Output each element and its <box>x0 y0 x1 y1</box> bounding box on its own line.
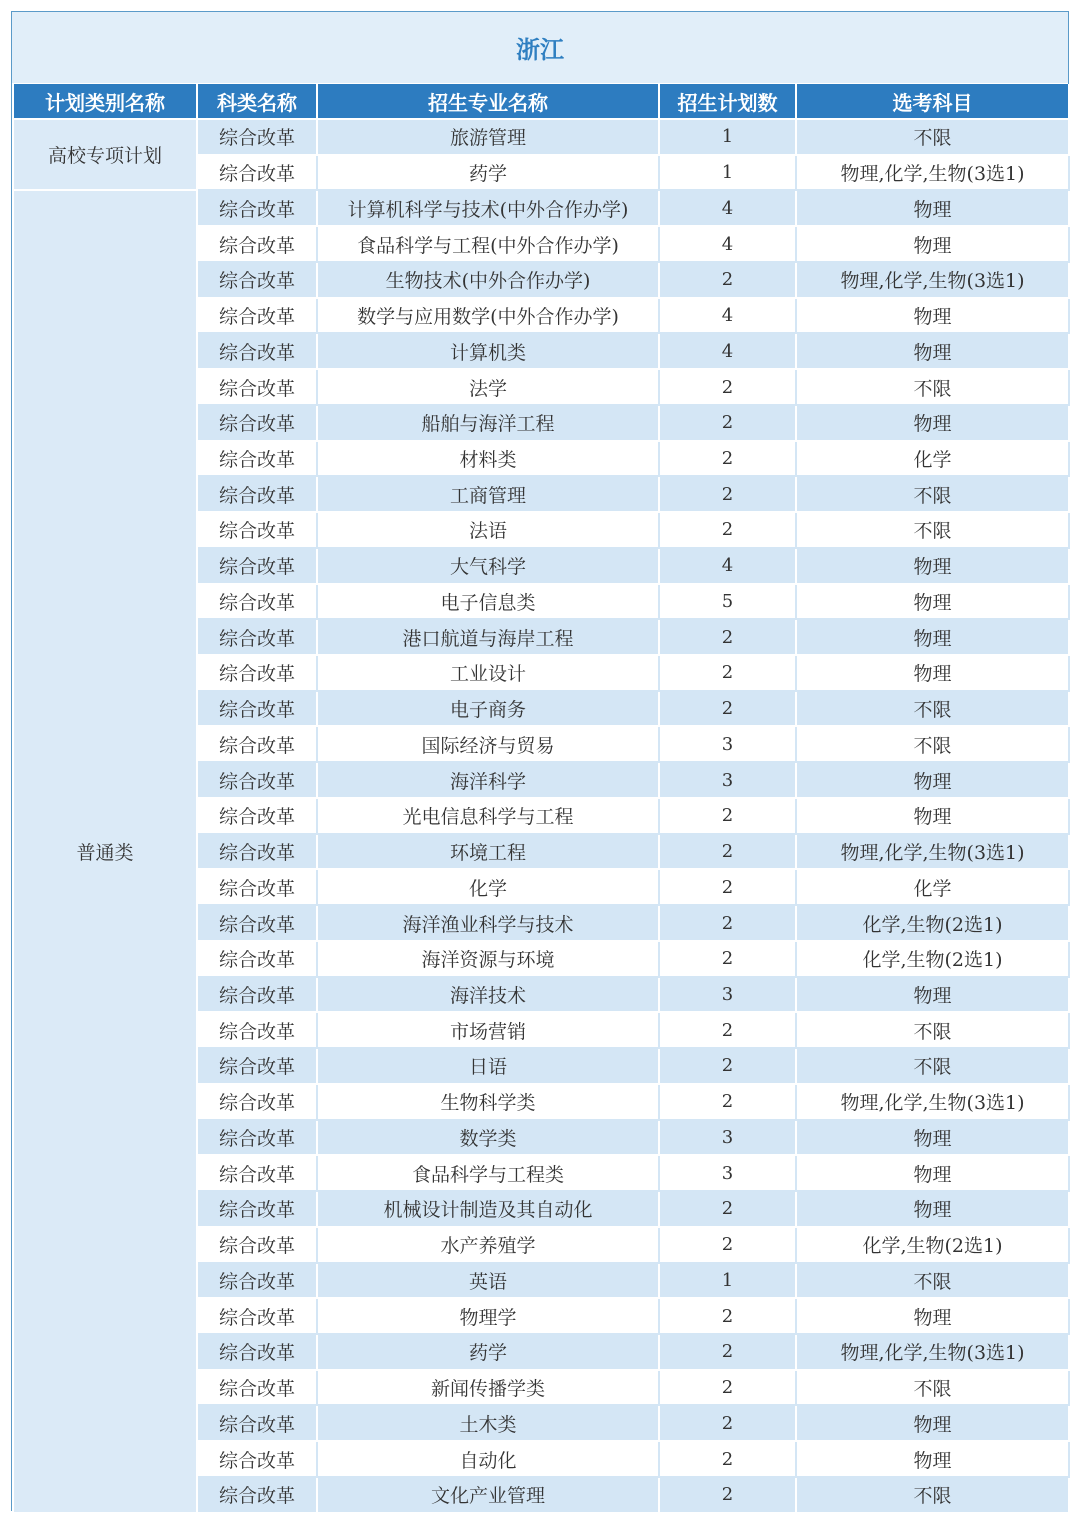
plan-count-cell: 2 <box>659 1048 796 1084</box>
major-name-cell: 市场营销 <box>317 1012 659 1048</box>
plan-count-cell: 2 <box>659 1012 796 1048</box>
required-subjects-cell: 物理 <box>796 1298 1069 1334</box>
major-name-cell: 日语 <box>317 1048 659 1084</box>
subject-type-cell: 综合改革 <box>197 1012 317 1048</box>
subject-type-cell: 综合改革 <box>197 1405 317 1441</box>
subject-type-cell: 综合改革 <box>197 798 317 834</box>
required-subjects-cell: 物理 <box>796 298 1069 334</box>
major-name-cell: 数学类 <box>317 1120 659 1156</box>
plan-count-cell: 4 <box>659 298 796 334</box>
required-subjects-cell: 物理 <box>796 977 1069 1013</box>
required-subjects-cell: 物理 <box>796 619 1069 655</box>
required-subjects-cell: 物理 <box>796 1120 1069 1156</box>
major-name-cell: 电子信息类 <box>317 584 659 620</box>
major-name-cell: 食品科学与工程(中外合作办学) <box>317 226 659 262</box>
required-subjects-cell: 物理 <box>796 1441 1069 1477</box>
major-name-cell: 工业设计 <box>317 655 659 691</box>
major-name-cell: 机械设计制造及其自动化 <box>317 1191 659 1227</box>
plan-count-cell: 2 <box>659 941 796 977</box>
subject-type-cell: 综合改革 <box>197 1477 317 1513</box>
subject-type-cell: 综合改革 <box>197 548 317 584</box>
table-row <box>13 190 1069 226</box>
subject-type-cell: 综合改革 <box>197 834 317 870</box>
major-name-cell: 计算机科学与技术(中外合作办学) <box>317 190 659 226</box>
subject-type-cell: 综合改革 <box>197 584 317 620</box>
plan-count-cell: 2 <box>659 1084 796 1120</box>
required-subjects-cell: 不限 <box>796 119 1069 155</box>
subject-type-cell: 综合改革 <box>197 1048 317 1084</box>
subject-type-cell: 综合改革 <box>197 869 317 905</box>
plan-count-cell: 4 <box>659 333 796 369</box>
major-name-cell: 自动化 <box>317 1441 659 1477</box>
subject-type-cell: 综合改革 <box>197 1120 317 1156</box>
required-subjects-cell: 物理,化学,生物(3选1) <box>796 262 1069 298</box>
enrollment-plan-table <box>12 84 1070 1514</box>
subject-type-cell: 综合改革 <box>197 476 317 512</box>
required-subjects-cell: 物理,化学,生物(3选1) <box>796 155 1069 191</box>
required-subjects-cell: 物理 <box>796 655 1069 691</box>
plan-category-cell: 普通类 <box>13 190 197 1512</box>
subject-type-cell: 综合改革 <box>197 1370 317 1406</box>
required-subjects-cell: 物理 <box>796 226 1069 262</box>
plan-count-cell: 2 <box>659 1227 796 1263</box>
plan-count-cell: 2 <box>659 262 796 298</box>
required-subjects-cell: 不限 <box>796 726 1069 762</box>
major-name-cell: 数学与应用数学(中外合作办学) <box>317 298 659 334</box>
plan-count-cell: 2 <box>659 405 796 441</box>
required-subjects-cell: 物理 <box>796 405 1069 441</box>
subject-type-cell: 综合改革 <box>197 190 317 226</box>
subject-type-cell: 综合改革 <box>197 512 317 548</box>
plan-count-cell: 4 <box>659 190 796 226</box>
plan-count-cell: 4 <box>659 548 796 584</box>
required-subjects-cell: 物理 <box>796 584 1069 620</box>
subject-type-cell: 综合改革 <box>197 405 317 441</box>
required-subjects-cell: 化学 <box>796 441 1069 477</box>
plan-count-cell: 1 <box>659 119 796 155</box>
subject-type-cell: 综合改革 <box>197 1227 317 1263</box>
subject-type-cell: 综合改革 <box>197 333 317 369</box>
major-name-cell: 生物技术(中外合作办学) <box>317 262 659 298</box>
major-name-cell: 物理学 <box>317 1298 659 1334</box>
required-subjects-cell: 化学,生物(2选1) <box>796 1227 1069 1263</box>
major-name-cell: 海洋科学 <box>317 762 659 798</box>
subject-type-cell: 综合改革 <box>197 1263 317 1299</box>
required-subjects-cell: 不限 <box>796 512 1069 548</box>
header-plan-category: 计划类别名称 <box>13 84 197 119</box>
plan-count-cell: 2 <box>659 691 796 727</box>
subject-type-cell: 综合改革 <box>197 941 317 977</box>
subject-type-cell: 综合改革 <box>197 655 317 691</box>
subject-type-cell: 综合改革 <box>197 691 317 727</box>
plan-count-cell: 2 <box>659 869 796 905</box>
required-subjects-cell: 物理 <box>796 1191 1069 1227</box>
major-name-cell: 文化产业管理 <box>317 1477 659 1513</box>
plan-count-cell: 1 <box>659 155 796 191</box>
required-subjects-cell: 物理 <box>796 190 1069 226</box>
major-name-cell: 船舶与海洋工程 <box>317 405 659 441</box>
plan-count-cell: 2 <box>659 905 796 941</box>
major-name-cell: 生物科学类 <box>317 1084 659 1120</box>
required-subjects-cell: 物理 <box>796 762 1069 798</box>
plan-count-cell: 2 <box>659 1334 796 1370</box>
required-subjects-cell: 物理 <box>796 798 1069 834</box>
subject-type-cell: 综合改革 <box>197 1334 317 1370</box>
major-name-cell: 英语 <box>317 1263 659 1299</box>
plan-count-cell: 2 <box>659 655 796 691</box>
major-name-cell: 新闻传播学类 <box>317 1370 659 1406</box>
major-name-cell: 药学 <box>317 155 659 191</box>
plan-count-cell: 5 <box>659 584 796 620</box>
major-name-cell: 材料类 <box>317 441 659 477</box>
subject-type-cell: 综合改革 <box>197 298 317 334</box>
subject-type-cell: 综合改革 <box>197 1084 317 1120</box>
plan-count-cell: 2 <box>659 1298 796 1334</box>
subject-type-cell: 综合改革 <box>197 1441 317 1477</box>
subject-type-cell: 综合改革 <box>197 119 317 155</box>
header-major-name: 招生专业名称 <box>317 84 659 119</box>
plan-count-cell: 3 <box>659 977 796 1013</box>
province-title <box>12 12 1068 83</box>
subject-type-cell: 综合改革 <box>197 1191 317 1227</box>
plan-count-cell: 2 <box>659 512 796 548</box>
required-subjects-cell: 不限 <box>796 1477 1069 1513</box>
major-name-cell: 工商管理 <box>317 476 659 512</box>
major-name-cell: 计算机类 <box>317 333 659 369</box>
required-subjects-cell: 不限 <box>796 1370 1069 1406</box>
major-name-cell: 法语 <box>317 512 659 548</box>
major-name-cell: 海洋资源与环境 <box>317 941 659 977</box>
plan-category-cell: 高校专项计划 <box>13 119 197 190</box>
major-name-cell: 海洋渔业科学与技术 <box>317 905 659 941</box>
subject-type-cell: 综合改革 <box>197 226 317 262</box>
required-subjects-cell: 化学,生物(2选1) <box>796 905 1069 941</box>
required-subjects-cell: 化学,生物(2选1) <box>796 941 1069 977</box>
required-subjects-cell: 不限 <box>796 369 1069 405</box>
plan-count-cell: 2 <box>659 1370 796 1406</box>
major-name-cell: 大气科学 <box>317 548 659 584</box>
required-subjects-cell: 物理 <box>796 1405 1069 1441</box>
plan-count-cell: 3 <box>659 762 796 798</box>
plan-count-cell: 2 <box>659 834 796 870</box>
major-name-cell: 食品科学与工程类 <box>317 1155 659 1191</box>
subject-type-cell: 综合改革 <box>197 369 317 405</box>
required-subjects-cell: 不限 <box>796 1012 1069 1048</box>
table-header-row <box>13 84 1069 119</box>
plan-count-cell: 2 <box>659 1191 796 1227</box>
required-subjects-cell: 不限 <box>796 1263 1069 1299</box>
plan-count-cell: 1 <box>659 1263 796 1299</box>
plan-count-cell: 3 <box>659 1120 796 1156</box>
major-name-cell: 光电信息科学与工程 <box>317 798 659 834</box>
plan-count-cell: 2 <box>659 1477 796 1513</box>
plan-count-cell: 4 <box>659 226 796 262</box>
major-name-cell: 海洋技术 <box>317 977 659 1013</box>
plan-count-cell: 2 <box>659 1405 796 1441</box>
major-name-cell: 电子商务 <box>317 691 659 727</box>
subject-type-cell: 综合改革 <box>197 1155 317 1191</box>
required-subjects-cell: 不限 <box>796 476 1069 512</box>
major-name-cell: 水产养殖学 <box>317 1227 659 1263</box>
subject-type-cell: 综合改革 <box>197 905 317 941</box>
subject-type-cell: 综合改革 <box>197 726 317 762</box>
major-name-cell: 土木类 <box>317 1405 659 1441</box>
subject-type-cell: 综合改革 <box>197 619 317 655</box>
header-plan-count: 招生计划数 <box>659 84 796 119</box>
major-name-cell: 法学 <box>317 369 659 405</box>
table-row <box>13 119 1069 155</box>
subject-type-cell: 综合改革 <box>197 155 317 191</box>
major-name-cell: 化学 <box>317 869 659 905</box>
province-title-text: 浙江 <box>516 35 564 64</box>
plan-count-cell: 2 <box>659 476 796 512</box>
header-subject-type: 科类名称 <box>197 84 317 119</box>
plan-count-cell: 3 <box>659 726 796 762</box>
plan-count-cell: 3 <box>659 1155 796 1191</box>
major-name-cell: 药学 <box>317 1334 659 1370</box>
plan-count-cell: 2 <box>659 798 796 834</box>
subject-type-cell: 综合改革 <box>197 262 317 298</box>
major-name-cell: 国际经济与贸易 <box>317 726 659 762</box>
required-subjects-cell: 物理,化学,生物(3选1) <box>796 1334 1069 1370</box>
plan-count-cell: 2 <box>659 369 796 405</box>
major-name-cell: 港口航道与海岸工程 <box>317 619 659 655</box>
required-subjects-cell: 物理 <box>796 1155 1069 1191</box>
required-subjects-cell: 物理,化学,生物(3选1) <box>796 1084 1069 1120</box>
required-subjects-cell: 物理 <box>796 333 1069 369</box>
header-required-subjects: 选考科目 <box>796 84 1069 119</box>
table-body <box>13 119 1069 1513</box>
required-subjects-cell: 物理,化学,生物(3选1) <box>796 834 1069 870</box>
required-subjects-cell: 不限 <box>796 1048 1069 1084</box>
subject-type-cell: 综合改革 <box>197 977 317 1013</box>
plan-count-cell: 2 <box>659 441 796 477</box>
plan-count-cell: 2 <box>659 619 796 655</box>
required-subjects-cell: 不限 <box>796 691 1069 727</box>
subject-type-cell: 综合改革 <box>197 762 317 798</box>
major-name-cell: 旅游管理 <box>317 119 659 155</box>
major-name-cell: 环境工程 <box>317 834 659 870</box>
subject-type-cell: 综合改革 <box>197 441 317 477</box>
required-subjects-cell: 化学 <box>796 869 1069 905</box>
required-subjects-cell: 物理 <box>796 548 1069 584</box>
plan-count-cell: 2 <box>659 1441 796 1477</box>
subject-type-cell: 综合改革 <box>197 1298 317 1334</box>
